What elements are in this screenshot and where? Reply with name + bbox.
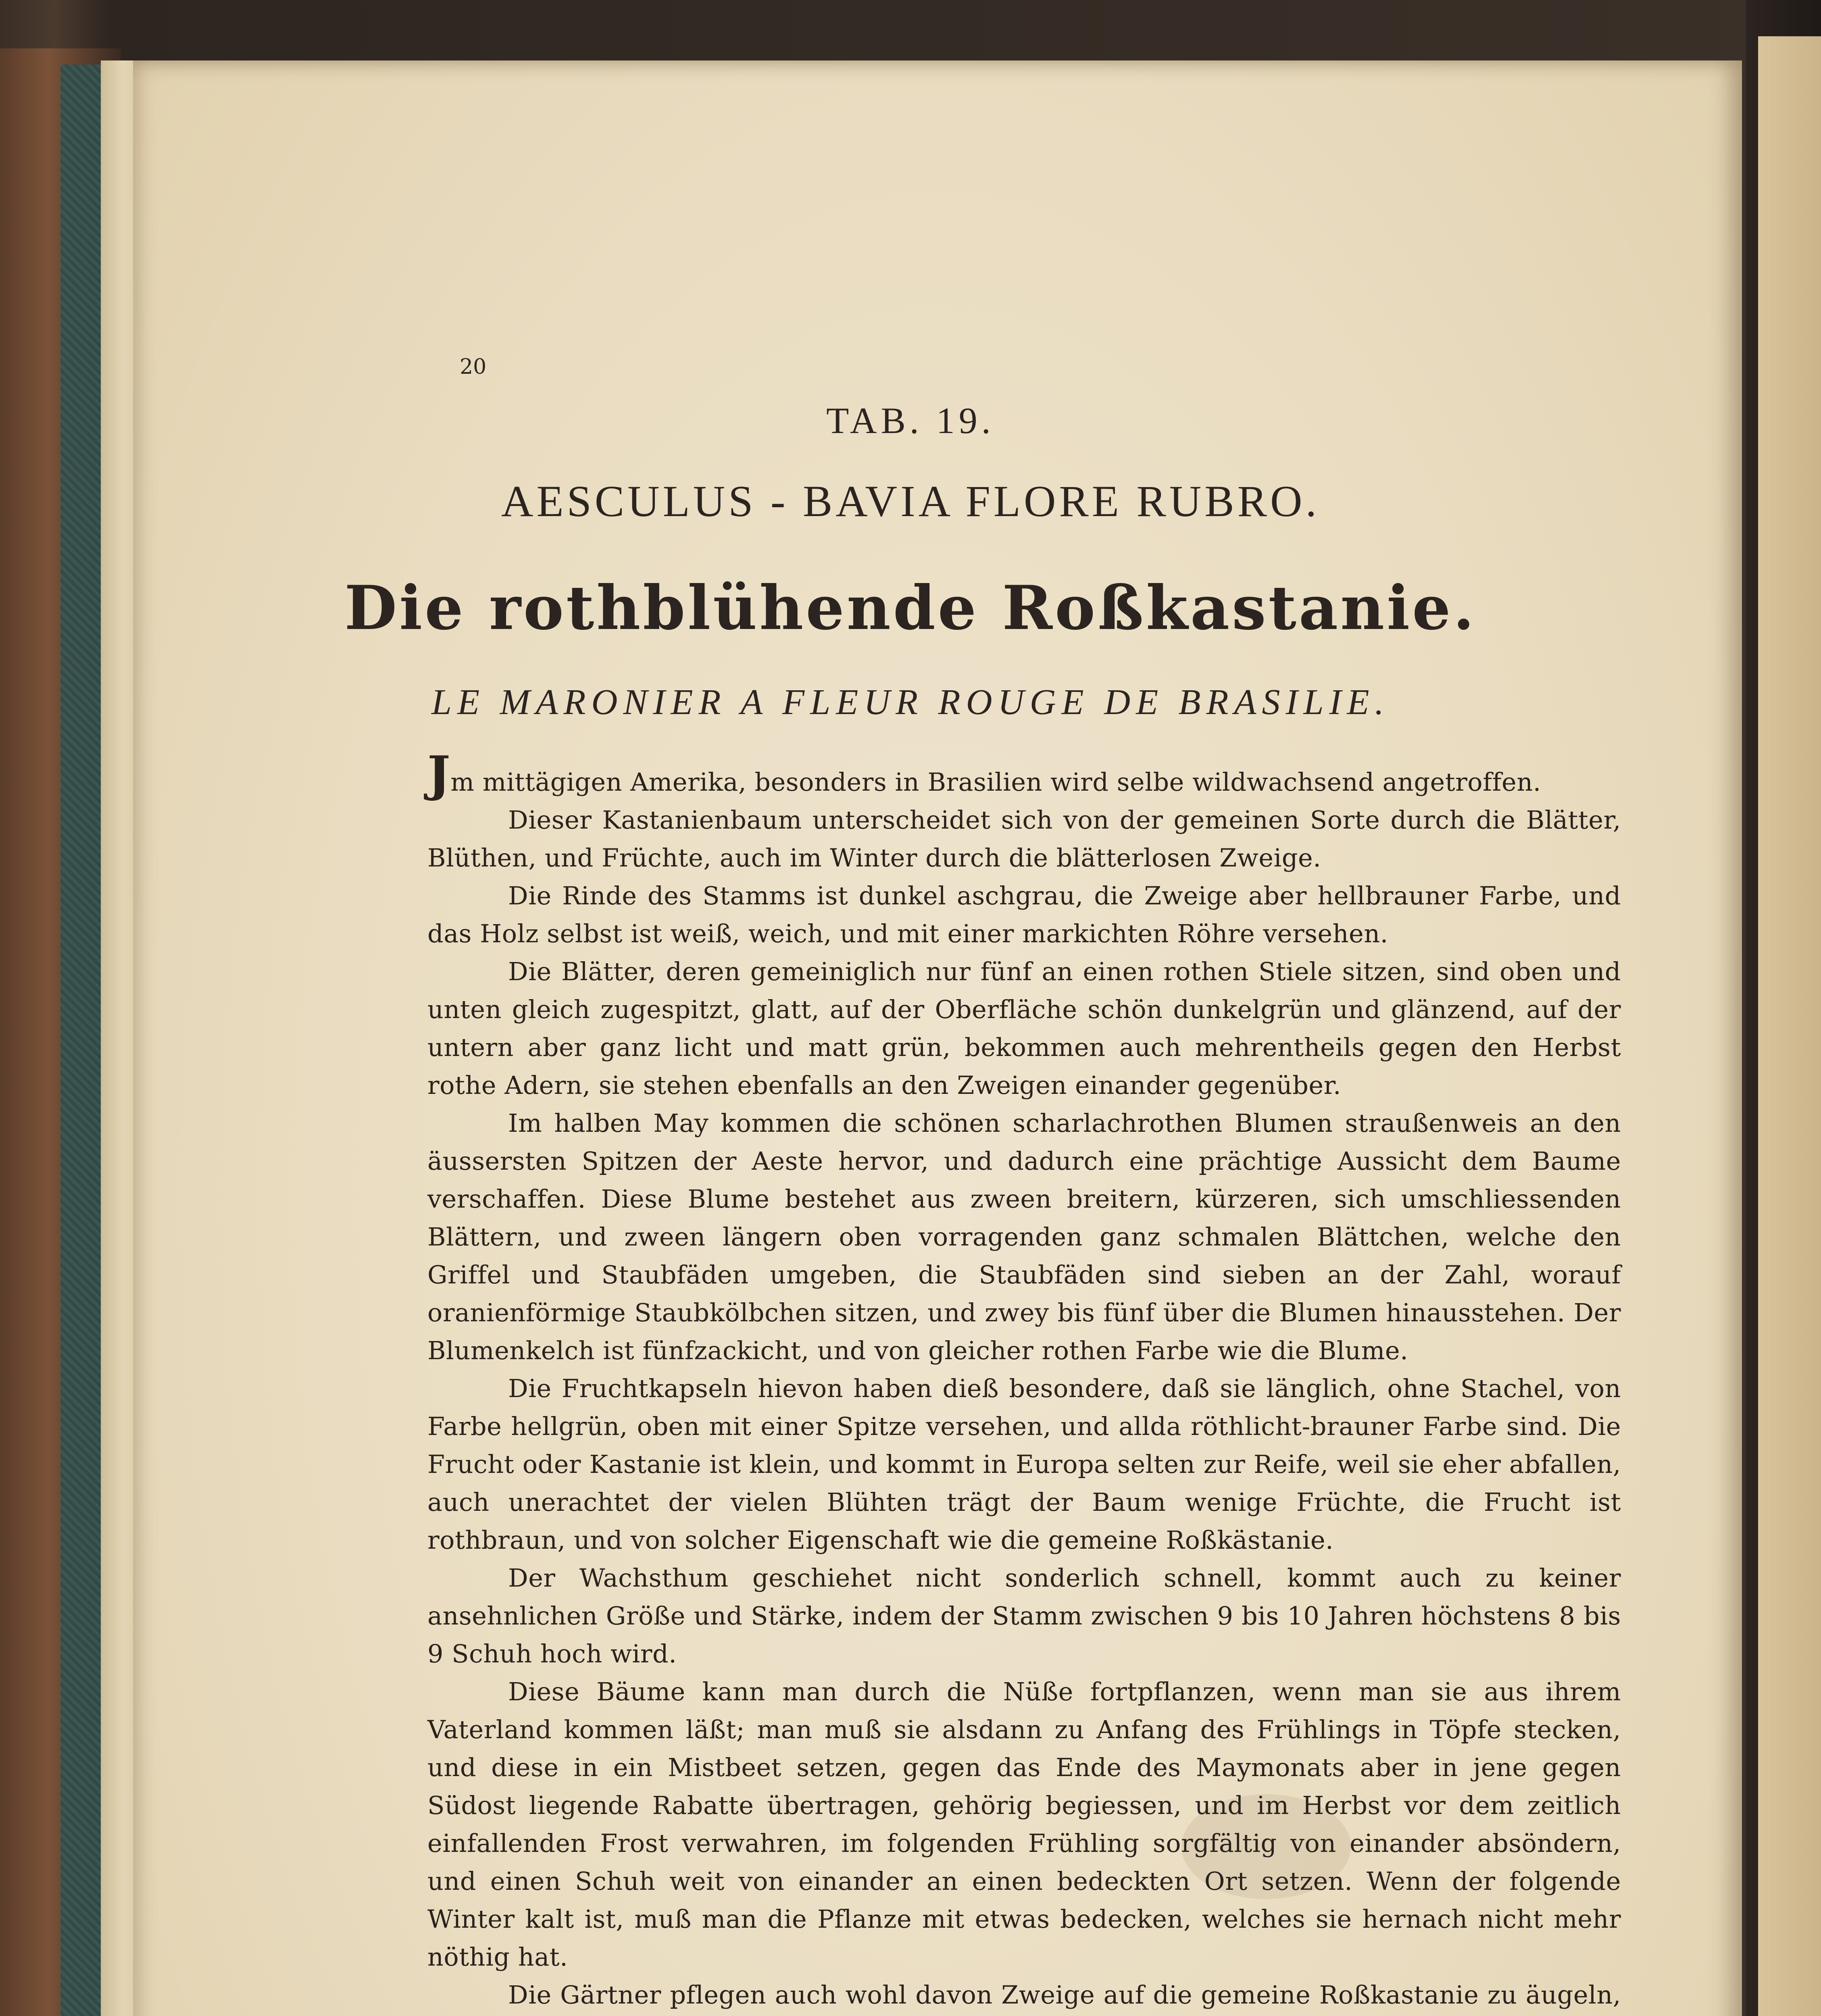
paragraph: Dieser Kastanienbaum unterscheidet sich von der gemeinen Sorte durch die Blätter, Blüthen, und Früchte, auch im Winter durch die blätterlosen Zweige. [427, 805, 1621, 873]
paragraph: Die Fruchtkapseln hievon haben dieß besondere, daß sie länglich, ohne Stachel, von Farbe hellgrün, oben mit einer Spitze versehen, und allda röthlicht-brauner Farbe sind. Die Frucht oder Kastanie ist klein, und kommt in Europa selten zur Reife, weil sie eher abfallen, auch unerachtet der vielen Blühten trägt der Baum wenige Früchte, die Frucht ist rothbraun, und von solcher Eigenschaft wie die gemeine Roßkästanie. [427, 1374, 1621, 1555]
paragraph: Die Gärtner pflegen auch wohl davon Zweige auf die gemeine Roßkastanie zu äugeln, [508, 1980, 1621, 2010]
facing-page-edge [1758, 36, 1821, 2016]
page-number: 20 [460, 355, 487, 379]
body-text [427, 746, 1621, 2016]
paragraph: Der Wachsthum geschiehet nicht sonderlich schnell, kommt auch zu keiner ansehnlichen Größe und Stärke, indem der Stamm zwischen 9 bis 10 Jahren höchstens 8 bis 9 Schuh hoch wird. [427, 1563, 1621, 1668]
paragraph: Diese Bäume kann man durch die Nüße fortpflanzen, wenn man sie aus ihrem Vaterland kommen läßt; man muß sie alsdann zu Anfang des Frühlings in Töpfe stecken, und diese in ein Mistbeet setzen, gegen das Ende des Maymonats aber in jene gegen Südost liegende Rabatte übertragen, gehörig begiessen, und im Herbst vor dem zeitlich einfallenden Frost verwahren, im folgenden Frühling sorgfältig von einander absöndern, und einen Schuh weit von einander an einen bedeckten Ort setzen. Wenn der folgende Winter kalt ist, muß man die Pflanze mit etwas bedecken, welches sie hernach nicht mehr nöthig hat. [427, 1677, 1621, 1972]
latin-title: AESCULUS - BAVIA FLORE RUBRO. [501, 477, 1320, 526]
french-title: LE MARONIER A FLEUR ROUGE DE BRASILIE. [431, 682, 1390, 722]
paragraph: Die Blätter, deren gemeiniglich nur fünf an einen rothen Stiele sitzen, sind oben und unten gleich zugespitzt, glatt, auf der Oberfläche schön dunkelgrün und glänzend, auf der untern aber ganz licht und matt grün, bekommen auch mehrentheils gegen den Herbst rothe Adern, sie stehen ebenfalls an den Zweigen einander gegenüber. [427, 957, 1621, 1100]
paragraph-text: m mittägigen Amerika, besonders in Brasilien wird selbe wildwachsend angetroffen. [450, 767, 1541, 797]
paragraph: Die Rinde des Stamms ist dunkel aschgrau, die Zweige aber hellbrauner Farbe, und das Holz selbst ist weiß, weich, und mit einer markichten Röhre versehen. [427, 881, 1621, 948]
drop-initial: J [427, 746, 451, 802]
paragraph: Im halben May kommen die schönen scharlachrothen Blumen straußenweis an den äussersten Spitzen der Aeste hervor, und dadurch eine prächtige Aussicht dem Baume verschaffen. Diese Blume bestehet aus zween breitern, kürzeren, sich umschliessenden Blättern, und zween längern oben vorragenden ganz schmalen Blättchen, welche den Griffel und Staubfäden umgeben, die Staubfäden sind sieben an der Zahl, worauf oranienförmige Staubkölbchen sitzen, und zwey bis fünf über die Blumen hinausstehen. Der Blumenkelch ist fünfzackicht, und von gleicher rothen Farbe wie die Blume. [427, 1108, 1621, 1365]
plate-label: TAB. 19. [826, 400, 995, 441]
german-title: Die rothblühende Roßkastanie. [344, 573, 1477, 644]
paragraph [427, 746, 1621, 802]
